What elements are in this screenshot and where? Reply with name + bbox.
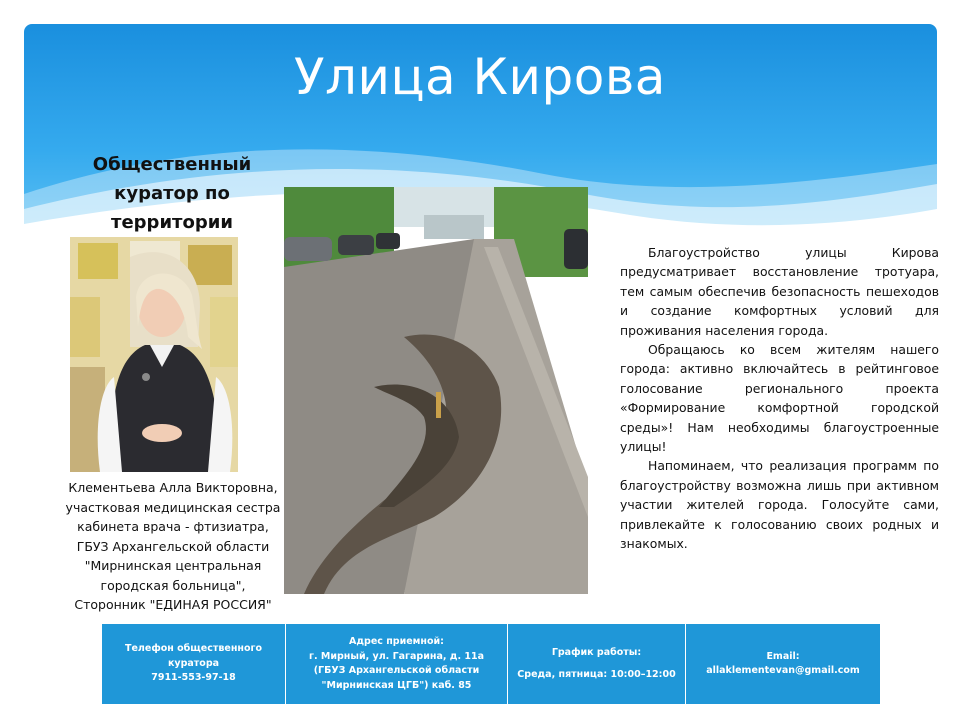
curator-portrait xyxy=(70,237,238,472)
contact-cell-schedule xyxy=(508,624,686,704)
contact-cell-phone xyxy=(102,624,286,704)
body-paragraph: Благоустройство улицы Кирова предусматривает восстановление тротуара, тем самым обеспечив безопасность пешеходов и создание комфортных условий для проживания населения города. xyxy=(620,245,939,338)
curator-info-line: "Мирнинская центральная xyxy=(84,558,262,573)
curator-info-line: участковая медицинская сестра xyxy=(65,499,281,515)
phone-label: Телефон общественного куратора xyxy=(125,643,262,669)
curator-info-line: ГБУЗ Архангельской области xyxy=(76,538,270,554)
body-text xyxy=(620,243,939,554)
curator-info-line: городская больница", xyxy=(100,577,246,593)
curator-heading: Общественный куратор по территории xyxy=(92,154,252,233)
schedule-label: График работы: xyxy=(551,646,642,658)
road-photo xyxy=(284,187,588,594)
schedule-value: Среда, пятница: 10:00–12:00 xyxy=(517,669,676,680)
body-paragraph: Обращаюсь ко всем жителям нашего города: активно включайтесь в рейтинговое голосование регионального проекта «Формирование комфортной городской среды»! Нам необходимы благоустроенные улицы! xyxy=(620,342,939,455)
email-link[interactable]: allaklementevan@gmail.com xyxy=(706,665,860,676)
curator-info-line: Клементьева Алла Викторовна, xyxy=(68,480,278,495)
address-label: Адрес приемной: xyxy=(349,636,444,647)
email-label: Email: xyxy=(766,650,800,662)
contact-cell-email xyxy=(686,624,880,704)
contact-cell-address xyxy=(286,624,508,704)
curator-info-line: кабинета врача - фтизиатра, xyxy=(77,519,269,534)
curator-info-line: Сторонник "ЕДИНАЯ РОССИЯ" xyxy=(74,597,272,612)
page-title: Улица Кирова xyxy=(294,48,666,106)
phone-value: 7911-553-97-18 xyxy=(151,672,236,684)
body-paragraph: Напоминаем, что реализация программ по благоустройству возможна лишь при активном участии жителей города. Голосуйте сами, привлекайте к голосованию своих родных и знакомых. xyxy=(620,458,939,552)
address-value: г. Мирный, ул. Гагарина, д. 11а (ГБУЗ Архангельской области "Мирнинская ЦГБ") каб. 85 xyxy=(309,650,484,691)
contact-table xyxy=(102,624,880,704)
curator-info xyxy=(40,478,306,615)
